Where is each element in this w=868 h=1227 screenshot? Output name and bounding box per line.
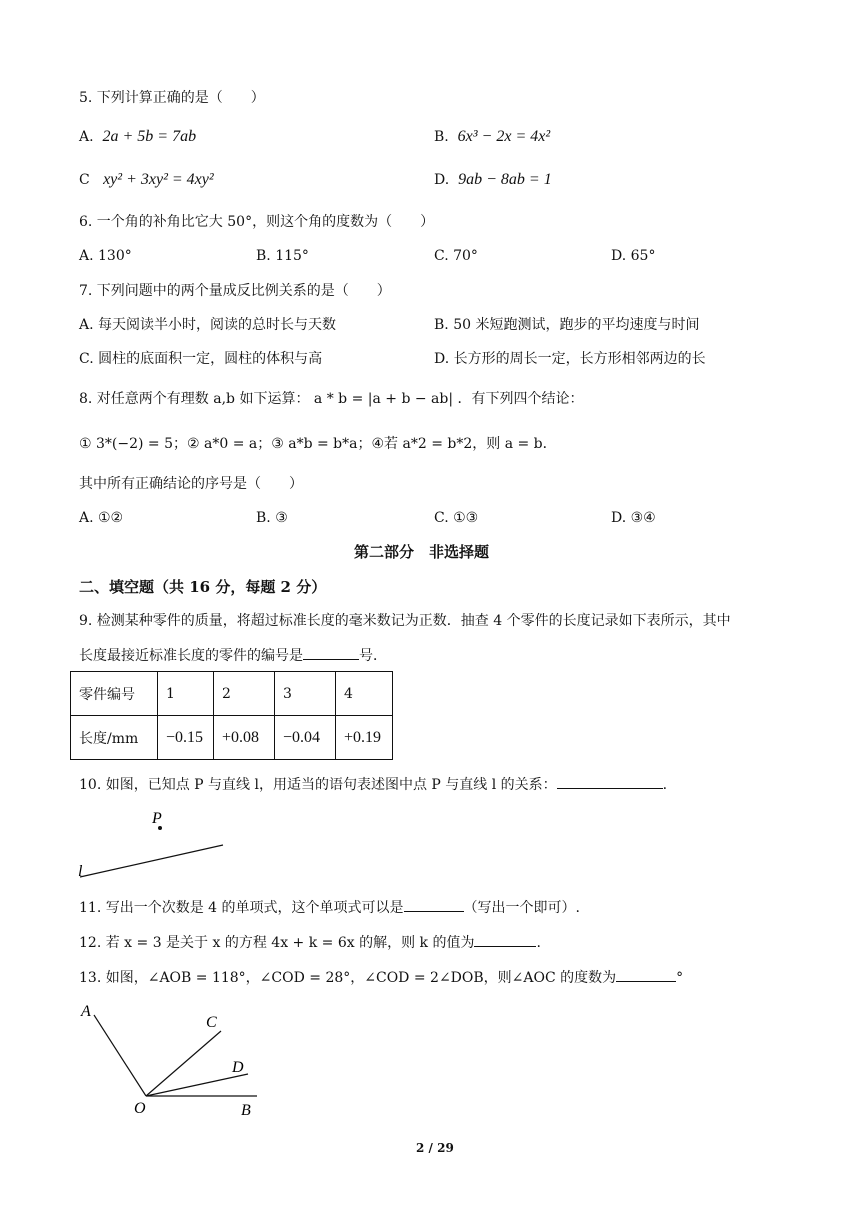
table-cell: 2 xyxy=(214,672,275,716)
q6-option-c[interactable]: C. 70° xyxy=(434,248,478,264)
table-cell: −0.15 xyxy=(158,716,214,760)
q8-option-a[interactable]: A. ①② xyxy=(79,510,124,526)
section2-title: 二、填空题（共 16 分，每题 2 分） xyxy=(79,578,327,596)
q11-post: （写出一个即可）. xyxy=(463,900,580,916)
table-cell: 长度/mm xyxy=(71,716,158,760)
q7-option-b[interactable]: B. 50 米短跑测试，跑步的平均速度与时间 xyxy=(434,317,700,333)
q12-post: . xyxy=(536,935,541,951)
q8-stem: 8. 对任意两个有理数 a,b 如下运算： a * b = |a + b − ab| ．有下列四个结论： xyxy=(79,391,584,407)
q7-stem: 7. 下列问题中的两个量成反比例关系的是（ ） xyxy=(79,283,391,299)
table-cell: +0.19 xyxy=(336,716,393,760)
table-cell: −0.04 xyxy=(275,716,336,760)
part2-title: 第二部分 非选择题 xyxy=(354,543,490,561)
table-cell: 3 xyxy=(275,672,336,716)
q6-stem: 6. 一个角的补角比它大 50°，则这个角的度数为（ ） xyxy=(79,214,435,230)
label-c: C xyxy=(206,1014,217,1031)
q9-line2-post: 号． xyxy=(359,648,387,664)
q9-line1: 9. 检测某种零件的质量，将超过标准长度的毫米数记为正数．抽查 4 个零件的长度记录如下表所示，其中 xyxy=(79,613,731,629)
table-cell: 零件编号 xyxy=(71,672,158,716)
q5-option-b-label: B. xyxy=(434,129,449,145)
q11-pre: 11. 写出一个次数是 4 的单项式，这个单项式可以是 xyxy=(79,900,404,916)
q8-option-b[interactable]: B. ③ xyxy=(256,510,288,526)
label-o: O xyxy=(134,1100,146,1117)
table-cell: 4 xyxy=(336,672,393,716)
q12-pre: 12. 若 x = 3 是关于 x 的方程 4x + k = 6x 的解，则 k 的值为 xyxy=(79,935,475,951)
q13-pre: 13. 如图，∠AOB = 118°，∠COD = 28°，∠COD = 2∠DOB，则∠AOC 的度数为 xyxy=(79,970,617,986)
q9-line2-pre: 长度最接近标准长度的零件的编号是 xyxy=(79,648,303,664)
q5-option-b-expr: 6x³ − 2x = 4x² xyxy=(457,128,551,145)
q5-stem: 5. 下列计算正确的是（ ） xyxy=(79,90,265,106)
table-cell: 1 xyxy=(158,672,214,716)
q8-ask: 其中所有正确结论的序号是（ ） xyxy=(79,476,303,492)
q5-option-a-expr: 2a + 5b = 7ab xyxy=(102,128,197,145)
ray-od xyxy=(146,1074,248,1096)
q10-post: . xyxy=(662,777,668,793)
q7-option-d[interactable]: D. 长方形的周长一定，长方形相邻两边的长 xyxy=(434,351,706,367)
q13-post: ° xyxy=(676,970,684,986)
label-d: D xyxy=(232,1059,244,1076)
label-p: P xyxy=(152,810,162,827)
q8-conclusions: ① 3*(−2) = 5；② a*0 = a；③ a*b = b*a；④若 a*2 = b*2，则 a = b． xyxy=(79,436,557,452)
q5-option-d-label: D. xyxy=(434,172,450,188)
label-b: B xyxy=(241,1102,251,1119)
ray-oa xyxy=(94,1015,146,1096)
q5-option-c-expr: xy² + 3xy² = 4xy² xyxy=(103,171,214,188)
q6-option-a[interactable]: A. 130° xyxy=(79,248,132,264)
q8-option-d[interactable]: D. ③④ xyxy=(611,510,656,526)
q6-option-b[interactable]: B. 115° xyxy=(256,248,309,264)
label-a: A xyxy=(81,1003,91,1020)
ray-oc xyxy=(146,1031,221,1096)
q7-option-c[interactable]: C. 圆柱的底面积一定，圆柱的体积与高 xyxy=(79,351,323,367)
q6-option-d[interactable]: D. 65° xyxy=(611,248,656,264)
q10-pre: 10. 如图，已知点 P 与直线 l，用适当的语句表述图中点 P 与直线 l 的关系： xyxy=(79,777,557,793)
page-number: 2 / 29 xyxy=(416,1141,454,1155)
q5-option-a-label: A. xyxy=(79,129,94,145)
q8-option-c[interactable]: C. ①③ xyxy=(434,510,479,526)
q7-option-a[interactable]: A. 每天阅读半小时，阅读的总时长与天数 xyxy=(79,317,337,333)
q5-option-d-expr: 9ab − 8ab = 1 xyxy=(458,171,552,188)
q5-option-c-label: C xyxy=(79,172,90,188)
table-cell: +0.08 xyxy=(214,716,275,760)
label-l: l xyxy=(78,863,83,880)
